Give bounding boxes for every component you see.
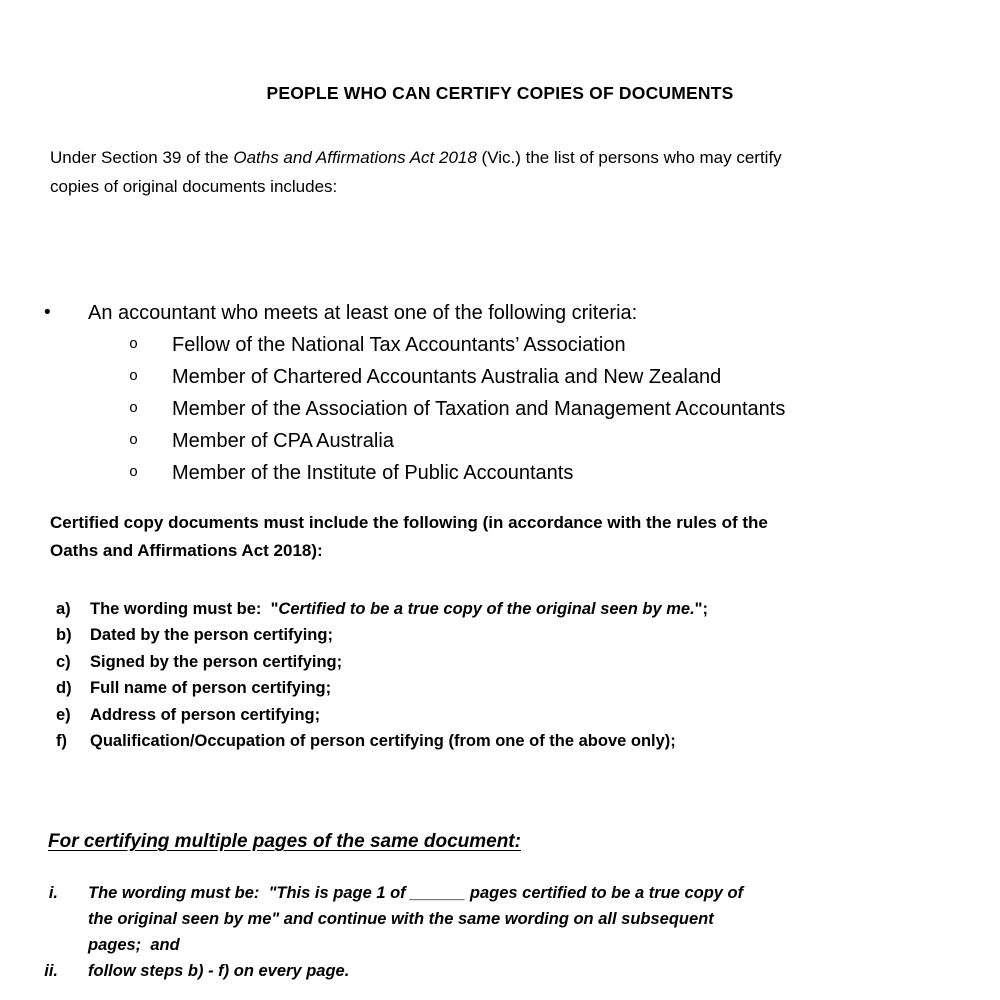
intro-paragraph (50, 143, 782, 201)
roman-item-ii (0, 958, 743, 984)
list-item (0, 297, 785, 329)
rule-text-italic: Certified to be a true copy of the original seen by me. (278, 600, 695, 618)
page-title: PEOPLE WHO CAN CERTIFY COPIES OF DOCUMENTS (266, 83, 734, 103)
list-item (0, 393, 785, 425)
rules-heading-paragraph (50, 509, 768, 564)
roman-item-i (0, 880, 743, 958)
intro-text: (Vic.) the list of persons who may certify (476, 148, 782, 167)
roman-line: follow steps b) - f) on every page. (88, 962, 350, 980)
rule-text: Address of person certifying; (90, 705, 321, 724)
list-item-label: Member of Chartered Accountants Australia and New Zealand (172, 366, 722, 388)
rule-item-d (0, 675, 708, 701)
list-item-label: Fellow of the National Tax Accountants’ Association (172, 334, 626, 356)
multi-page-list (0, 880, 743, 984)
roman-text (88, 880, 743, 958)
rule-text: Signed by the person certifying; (90, 652, 343, 671)
rule-item-e (0, 702, 708, 728)
list-item (0, 329, 785, 361)
circle-bullet-icon: o (129, 368, 139, 385)
circle-bullet-icon: o (129, 432, 139, 449)
roman-line: pages; and (88, 936, 180, 954)
circle-bullet-icon: o (129, 464, 139, 481)
intro-text: Under Section 39 of the (50, 148, 234, 167)
rules-heading-line-1: Certified copy documents must include the following (in accordance with the rules of the (50, 513, 768, 532)
rule-marker: d) (56, 679, 72, 698)
rule-marker: e) (56, 705, 71, 724)
list-item-label: An accountant who meets at least one of the following criteria: (88, 302, 638, 324)
rule-text: Full name of person certifying; (90, 679, 332, 698)
rule-text-plain: "; (694, 600, 708, 618)
list-item (0, 425, 785, 457)
rule-item-a (0, 596, 708, 622)
list-item-label: Member of the Institute of Public Accountants (172, 462, 574, 484)
roman-marker: i. (48, 884, 58, 902)
rule-text: Dated by the person certifying; (90, 626, 333, 645)
rule-marker: c) (56, 652, 71, 671)
rule-text: Qualification/Occupation of person certifying (from one of the above only); (90, 732, 676, 751)
rule-marker: b) (56, 626, 72, 645)
roman-text (88, 958, 349, 984)
multi-page-heading: For certifying multiple pages of the same document: (48, 831, 521, 852)
rules-heading-line-2: Oaths and Affirmations Act 2018): (50, 540, 323, 560)
accountant-criteria-list (0, 297, 785, 489)
rule-marker: a) (56, 600, 71, 618)
act-name-italic: Oaths and Affirmations Act 2018 (233, 148, 477, 167)
rule-item-f (0, 728, 708, 754)
roman-marker: ii. (44, 962, 58, 980)
list-item (0, 457, 785, 489)
rule-text (90, 596, 708, 622)
list-item (0, 361, 785, 393)
rule-item-c (0, 649, 708, 675)
circle-bullet-icon: o (129, 336, 139, 353)
roman-line: the original seen by me" and continue with the same wording on all subsequent (88, 910, 714, 928)
rule-marker: f) (56, 732, 67, 751)
intro-line-2: copies of original documents includes: (50, 177, 338, 196)
rules-list (0, 596, 708, 754)
intro-line-1 (50, 143, 782, 172)
list-item-label: Member of the Association of Taxation and Management Accountants (172, 398, 786, 420)
list-item-label: Member of CPA Australia (172, 430, 394, 452)
roman-line: The wording must be: "This is page 1 of ______ pages certified to be a true copy of (88, 884, 744, 902)
rule-text-plain: The wording must be: " (90, 600, 279, 618)
bullet-icon: • (44, 302, 51, 323)
circle-bullet-icon: o (129, 400, 139, 417)
rule-item-b (0, 622, 708, 648)
